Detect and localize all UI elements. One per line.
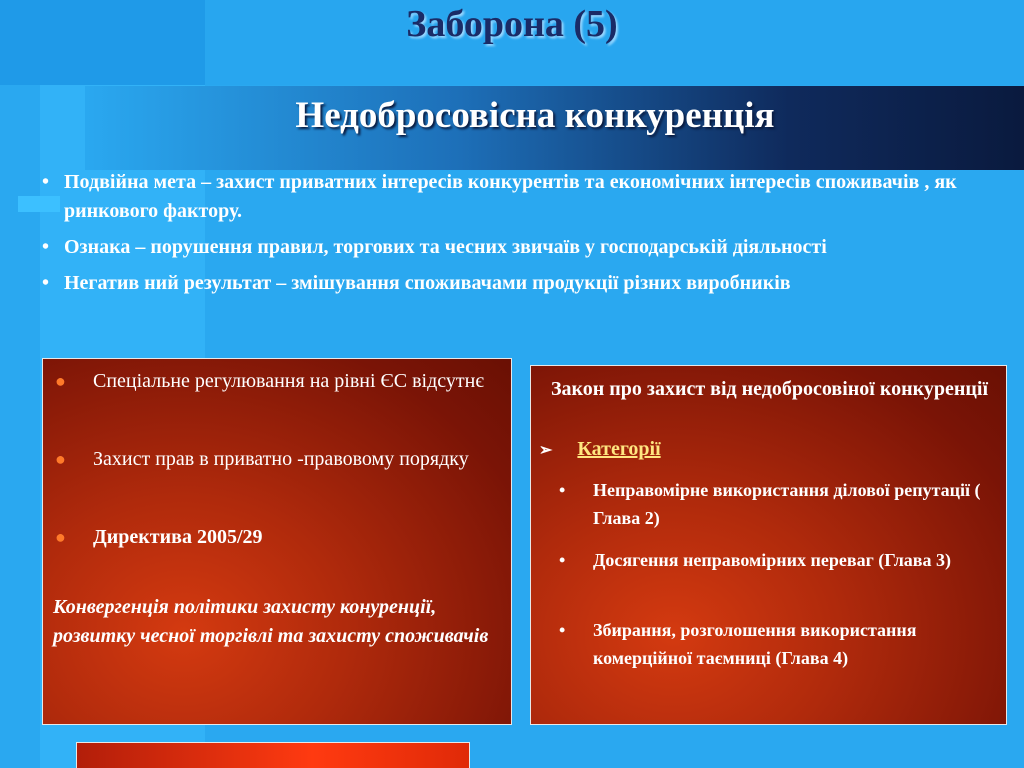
list-item: [55, 445, 505, 474]
top-bullet-list: [40, 168, 1015, 305]
list-item-text: Досягення неправомірних переваг (Глава 3): [593, 550, 952, 570]
bullet-dot-icon: •: [559, 550, 566, 570]
bullet-dot-icon: ●: [55, 371, 66, 391]
categories-link[interactable]: Категорії: [577, 438, 661, 460]
bullet-dot-icon: •: [42, 272, 50, 294]
bullet-dot-icon: ●: [55, 449, 66, 469]
right-panel: [530, 365, 1007, 725]
convergence-note: Конвергенція політики захисту конуренції, розвитку чесної торгівлі та захисту споживачів: [53, 596, 489, 647]
list-item: [40, 269, 1015, 298]
list-item: [559, 546, 999, 574]
bottom-decorative-bar: [76, 742, 470, 768]
list-item: [559, 616, 999, 672]
left-panel: [42, 358, 512, 725]
list-item: [40, 168, 1015, 226]
list-item-text: Подвійна мета – захист приватних інтересів конкурентів та економічних інтересів споживачів , як ринкового фактору.: [64, 171, 957, 222]
list-item-text: Збирання, розголошення використання комерційної таємниці (Глава 4): [593, 620, 917, 668]
slide-title: Заборона (5): [406, 3, 618, 45]
list-item: [55, 523, 505, 552]
bullet-dot-icon: ●: [55, 527, 66, 547]
list-item-text: Захист прав в приватно -правовому порядку: [93, 448, 469, 470]
bullet-dot-icon: •: [559, 620, 566, 640]
list-item-text: Ознака – порушення правил, торгових та чесних звичаїв у господарській діяльності: [64, 236, 827, 258]
bullet-dot-icon: •: [42, 171, 50, 193]
slide-subtitle: Недобросовісна конкуренція: [295, 95, 775, 136]
list-item: [559, 476, 999, 532]
law-title: Закон про захист від недобросовіної конкуренції: [550, 378, 989, 400]
list-item-text: Негатив ний результат – змішування споживачами продукції різних виробників: [64, 272, 791, 294]
list-item-text: Неправомірне використання ділової репутації ( Глава 2): [593, 480, 981, 528]
list-item-text: Спеціальне регулювання на рівні ЄС відсутнє: [93, 370, 484, 392]
list-item: [40, 233, 1015, 262]
bullet-dot-icon: •: [559, 480, 566, 500]
list-item: [55, 367, 505, 396]
bullet-dot-icon: •: [42, 236, 50, 258]
list-item-text: Директива 2005/29: [93, 526, 263, 548]
arrow-bullet-icon: ➢: [539, 442, 553, 459]
categories-row: [539, 438, 661, 461]
